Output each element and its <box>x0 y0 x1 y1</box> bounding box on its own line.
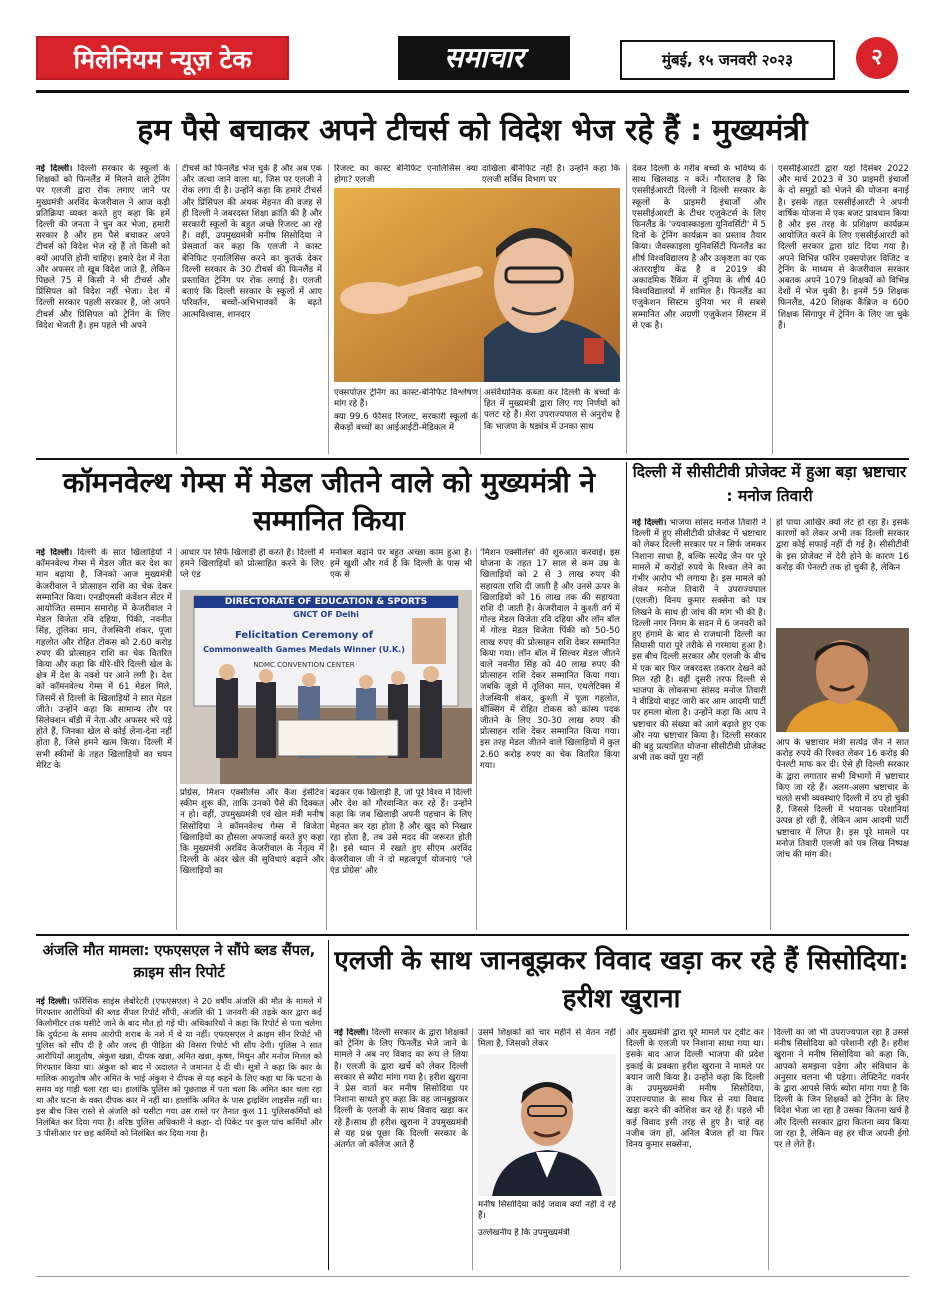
story5-col2-bottom: उल्लेखनीय है कि उपमुख्यमंत्री <box>478 1228 570 1238</box>
column-divider <box>328 164 329 454</box>
column-divider <box>326 788 327 930</box>
story5-dateline: नई दिल्ली। <box>334 1028 369 1038</box>
column-divider <box>770 518 771 930</box>
story4-headline: अंजलि मौत मामला: एफएसएल ने सौंपे ब्लड सैंपल, क्राइम सीन रिपोर्ट <box>42 943 316 981</box>
story2-col1 <box>36 548 172 930</box>
story1-col6: एससीईआरटी द्वारा यहां दिसंबर 2022 और मार्च 2023 में 30 प्राइमरी इंचार्जों के दो समूहों को भेजने की योजना बनाई है। इसके तहत एससीईआरटी ने अपनी वार्षिक योजना में एक बजट प्रावधान किया है और इस तरह के प्रशिक्षण कार्यक्रम आयोजित करने के लिए एससीईआरटी को दिल्ली सरकार द्वारा ग्रांट दिया गया है। अपने विभिन्न फॉरेन एक्सपोज़र विजिट व ट्रेनिंग के माध्यम से केजरीवाल सरकार अबतक अपने 1079 शिक्षकों को विभिन्न देशों में भेज चुकी है। इनमें 59 शिक्षक फिनलैंड, 420 शिक्षक कैंब्रिज व 600 शिक्षक सिंगापुर में ट्रेनिंग के लिए जा चुके हैं। <box>778 164 909 331</box>
kejriwal-photo <box>334 188 620 382</box>
column-divider <box>476 548 477 930</box>
story3-headline: दिल्ली में सीसीटीवी प्रोजेक्ट में हुआ बड़ा भ्रष्टाचार : मनोज तिवारी <box>632 463 907 505</box>
story5-col1-text: दिल्ली सरकार के द्वारा शिक्षकों को ट्रेनिंग के लिए फिनलैंड भेजे जाने के मामले ने अब नए विवाद का रूप ले लिया है। एलजी के द्वारा खर्चे को लेकर दिल्ली सरकार से ब्यौरा मांगा गया है। हरीश खुराना ने प्रेस वार्ता कर मनीष सिसोदिया पर निशाना साधते हुए कहा कि वह जानबूझकर दिल्ली के एलजी के साथ विवाद खड़ा कर रहे हैं।साथ ही हरीश खुराना ने उपमुख्यमंत्री से यह प्रश्न पूछा कि दिल्ली सरकार के अंतर्गत जो कॉलेज आते हैं <box>334 1028 468 1151</box>
column-divider <box>768 1028 769 1270</box>
story4-dateline: नई दिल्ली। <box>36 996 70 1006</box>
banner-sub: GNCT OF Delhi <box>293 610 359 619</box>
story1-col2: टीचर्स को फिनलैंड भेज चुके हैं और अब एक और जत्था जाने वाला था, जिस पर एलजी ने रोक लगा दी है। उन्होंने कहा कि हमारे टीचर्स और प्रिंसिपल की अथक मेहनत की वजह से ही दिल्ली ने जबरदस्त शिक्षा क्रांति की है और सरकारी स्कूलों के बहुत अच्छे रिजल्ट आ रहे हैं। वहीं, उपमुख्यमंत्री मनीष सिसोदिया ने प्रेसवार्ता कर कहा कि एलजी ने कास्ट बेनिफिट एनालिसिस करने का कुतर्क देकर दिल्ली सरकार के 30 टीचर्स की फिनलैंड में प्रस्तावित ट्रेनिंग पर रोक लगाई है। एलजी बताएं कि दिल्ली सरकार के स्कूलों में आए परिवर्तन, बच्चों-अभिभावकों के बढ़ते आत्मविश्वास, शानदार <box>182 164 322 320</box>
harish-khurana-photo <box>478 1054 616 1196</box>
story3-col1 <box>632 518 766 930</box>
story5-col3: और मुख्यमंत्री द्वारा पूरे मामले पर ट्वीट कर दिल्ली के एलजी पर निशाना साधा गया था। इसके बाद आज दिल्ली भाजपा की प्रदेश इकाई के प्रवक्ता हरीश खुराना ने मामले पर बयान जारी किया है। उन्होंने कहा कि दिल्ली के उपमुख्यमंत्री मनीष सिसोदिया, उपराज्यपाल के साथ फिर से नया विवाद खड़ा करने की कोशिश कर रहे हैं। पहले भी कई विवाद इसी तरह से हुए है। चाहे वह नजीब जंग हों, अनिल बैजल हों या फिर विनय कुमार सक्सेना, <box>626 1028 764 1151</box>
story1-headline: हम पैसे बचाकर अपने टीचर्स को विदेश भेज रहे हैं : मुख्यमंत्री <box>137 113 808 148</box>
masthead <box>0 0 945 88</box>
story5-headline: एलजी के साथ जानबूझकर विवाद खड़ा कर रहे हैं सिसोदिया: हरीश खुराना <box>334 946 909 1014</box>
story1-col1-text: दिल्ली सरकार के स्कूलों के शिक्षकों को फिनलैंड में मिलने वाले ट्रेनिंग पर एलजी द्वारा रोक लगाए जाने पर मुख्यमंत्री अरविंद केजरीवाल ने आज कड़ी प्रतिक्रिया व्यक्त करते हुए कहा कि हमें दिल्ली की जनता ने चुन कर भेजा, हमारी सरकार है और हम पैसे बचाकर अपने टीचर्स को विदेश भेज रहे हैं तो किसी को क्यों आपत्ति होनी चाहिए। हमारे देश में नेता और अफसर तो खूब विदेश जाते हैं, लेकिन पिछले 75 में किसी ने भी टीचर्स और प्रिंसिपल को विदेश नहीं भेजा। देश में दिल्ली सरकार पहली सरकार है, जो अपने टीचर्स और प्रिंसिपल को ट्रेनिंग के लिए विदेश भेजती है। हम पहले भी अपने <box>36 164 170 331</box>
story1-col3-top: रिजल्ट का कास्ट बेनिफिट एनालिसिस क्या होगा? एलजी <box>334 164 478 186</box>
story2-col1-text: दिल्ली के सात खिलाड़ियों ने कॉमनवेल्थ गेम्स में मेडल जीत कर देश का मान बढ़ाया है, जिनको आज मुख्यमंत्री केजरीवाल ने प्रोत्साहन राशि का चेक देकर सम्मानित किया। एनडीएमसी कंवेंशन सेंटर में आयोजित सम्मान समारोह में केजरीवाल ने मेडल विजेता रवि दहिया, पिंकी, नवनीत सिंह, तूलिका मान, तेजस्विनी शंकर, पूजा गहलोत और रोहित टोकस को 2.60 करोड़ रुपए की प्रोत्साहन राशि का चेक वितरित किया और कहा कि धीरे-धीरे दिल्ली खेल के क्षेत्र में देश के नक्शे पर आने लगी है। देश को कॉमनवेल्थ गेम्स में 61 मेडल मिले, जिसमें से दिल्ली के खिलाड़ियों ने सात मेडल जीते। उन्होंने कहा कि सामान्य तौर पर सिलेक्शन बॉडी में नेता और अफसर भरे पड़े होते हैं, जिनका खेल से कोई लेना-देना नहीं होता है, जिसे हमने खत्म किया। दिल्ली में सभी स्कीमों के तहत खिलाड़ियों का चयन मेरिट के <box>36 548 172 771</box>
banner-venue: NDMC CONVENTION CENTER <box>253 661 355 669</box>
story5-col4: दिल्ली का जो भी उपराज्यपाल रहा है उससे मनीष सिसोदिया को परेशानी रही है। हरीश खुराना ने मनीष सिसोदिया को कहा कि, आपको समझना पड़ेगा और संविधान के अनुसार चलना भी पड़ेगा। लेफ्टिनेंट गवर्नर के द्वारा आपसे सिर्फ ब्योरा मांगा गया है कि दिल्ली के जिन शिक्षकों को ट्रेनिंग के लिए विदेश भेजा जा रहा है उसका कितना खर्च है और दिल्ली सरकार द्वारा कितना व्यय किया जा रहा है, लेकिन वह हर चीज अपनी ईगो पर ले लेते हैं। <box>774 1028 909 1151</box>
column-divider <box>772 164 773 454</box>
masthead-rule <box>36 90 909 93</box>
felicitation-photo <box>180 590 472 784</box>
story3-col2-top: हो पाया आखिर क्यों लेट हो रहा है। इसके कारणों को लेकर अभी तक दिल्ली सरकार द्वारा कोई सफाई नहीं दी गई है। सीसीटीवी के इस प्रोजेक्ट में देरी होने के कारण 16 करोड़ की पेनल्टी तक हो चुकी है, लेकिन <box>776 518 909 573</box>
banner-event-1: Felicitation Ceremony of <box>234 630 374 641</box>
story2-col3-bottom: बढ़कर एक खिलाड़ी हैं, जो पूरे विश्व में दिल्ली और देश को गौरवान्वित कर रहे हैं। उन्होंने कहा कि जब खिलाड़ी अपनी पहचान के लिए मेहनत कर रहा होता है और खुद को निखार रहा होता है, तब उसे मदद की जरूरत होती है। इसे ध्यान में रखते हुए सीएम अरविंद केजरीवाल जी ने दो महत्वपूर्ण योजनाएं 'प्ले एंड प्रोग्रेस' और <box>330 788 472 877</box>
story3-col2-bottom: आप के भ्रष्टाचार मंत्री सत्येंद्र जैन ने सात करोड़ रुपये की रिश्वत लेकर 16 करोड़ की पेनल्टी माफ कर दी। ऐसे ही दिल्ली सरकार के द्वारा लगातार सभी विभागों में भ्रष्टाचार किए जा रहे हैं। अलग-अलग भ्रष्टाचार के चलते सभी व्यवस्थाएं दिल्ली में ठप हो चुकी हैं, जिससे दिल्ली में भयानक परेशानियां उत्पन्न हो रही हैं, लेकिन आम आदमी पार्टी भ्रष्टाचार में लिप्त है। इस पूरे मामले पर मनोज तिवारी एलजी को पत्र लिख निष्पक्ष जांच की मांग की। <box>776 738 909 861</box>
story5-col2-caption: मनीष सिसोदिया कोई जवाब क्यों नहीं दे रहे हैं। <box>478 1200 616 1222</box>
story2-col2-bottom: प्रोग्रेस, मिशन एक्सीलेंस और कैश इंसेंटिव स्कीम शुरू की, ताकि उनको पैसे की दिक्कत न हो। वहीं, उपमुख्यमंत्री एवं खेल मंत्री मनीष सिसोदिया ने कॉमनवेल्थ गेम्स में विजेता खिलाड़ियों का हौसला अफजाई करते हुए कहा कि मुख्यमंत्री अरविंद केजरीवाल के नेतृत्व में दिल्ली के अंदर खेल की सुविधाएं बढ़ाने और खिलाड़ियों का <box>180 788 324 877</box>
footer-rule <box>36 1276 909 1277</box>
banner-event-2: Commonwealth Games Medals Winner (U.K.) <box>203 645 405 654</box>
column-divider <box>626 462 627 930</box>
column-divider <box>620 1028 621 1270</box>
story1-col1 <box>36 164 170 454</box>
banner-title: DIRECTORATE OF EDUCATION & SPORTS <box>224 597 428 607</box>
story1-col3-bottom: क्या 99.6 फीसद रिजल्ट, सरकारी स्कूलों के सैकड़ों बच्चों का आईआईटी-मेडिकल में <box>334 412 478 434</box>
story1-col3-caption: एक्सपोज़र ट्रेनिंग का कास्ट-बेनिफिट विश्लेषण मांग रहे हैं। <box>334 388 478 410</box>
story3-dateline: नई दिल्ली। <box>632 518 667 528</box>
column-divider <box>480 388 481 454</box>
column-divider <box>328 940 329 1270</box>
story1-col5: देकर दिल्ली के गरीब बच्चों के भविष्य के साथ खिलवाड़ न करें। गौरतलब है कि एससीईआरटी दिल्ली ने दिल्ली सरकार के स्कूलों के प्राइमरी इंचार्जों और एससीईआरटी के टीचर एजुकेटर्स के लिए फिनलैंड के 'ज्यवास्काइला यूनिवर्सिटी' में 5 दिनों के ट्रेनिंग कार्यक्रम का प्रस्ताव तैयार किया। जैवस्काइला यूनिवर्सिटी फिनलैंड का शीर्ष विश्वविद्यालय है और उत्कृष्टता का एक अंतरराष्ट्रीय केंद्र है व 2019 की अकादमिक रैंकिंग में दुनिया के शीर्ष 40 विश्वविद्यालयों में शामिल है। फिनलैंड का एजुकेशन सिस्टम दुनिया भर में सबसे सम्मानित और अग्रणी एजुकेशन सिस्टम में से एक है। <box>632 164 766 331</box>
manoj-tiwari-photo <box>776 628 909 732</box>
story2-col3-top: मनोबल बढ़ाने पर बहुत अच्छा काम हुआ है। हमें खुशी और गर्व है कि दिल्ली के पास भी एक से <box>330 548 472 581</box>
story3-col1-text: भाजपा सांसद मनोज तिवारी ने दिल्ली में हुए सीसीटीवी प्रोजेक्ट में भ्रष्टाचार को लेकर दिल्ली सरकार पर न सिर्फ जमकर निशाना साधा है, बल्कि सत्येंद्र जैन पर पूरे मामले में करोड़ों रुपये के रिश्वत लेने का गंभीर आरोप भी लगाया है। इस मामले को लेकर मनोज तिवारी ने उपराज्यपाल (एलजी) विनय कुमार सक्सेना को पत्र लिखने के साथ ही जांच की मांग भी की है। दिल्ली नगर निगम के सदन में 6 जनवरी को हुए हंगामे के बाद से राजधानी दिल्ली का सियासी पारा पूरे तरीके से गरमाया हुआ है। इस बीच दिल्ली सरकार और एलजी के बीच में एक बार फिर जबरदस्त तकरार देखने को मिल रही है। वहीं दूसरी तरफ दिल्ली से भाजपा के लोकसभा सांसद मनोज तिवारी ने वीडियो बाइट जारी कर आम आदमी पार्टी पर हमला बोला है। उन्होंने कहा कि आप ने भ्रष्टाचार की संख्या को आगे बढ़ाते हुए एक और नया भ्रष्टाचार किया है। दिल्ली सरकार की बहु प्रत्याशित योजना सीसीटीवी प्रोजेक्ट अभी तक क्यों पूरा नहीं <box>632 518 766 764</box>
section-title: समाचार <box>398 36 570 80</box>
paper-name: मिलेनियम न्यूज़ टेक <box>36 36 289 80</box>
story2-headline: कॉमनवेल्थ गेम्स में मेडल जीतने वाले को मुख्यमंत्री ने सम्मानित किया <box>62 466 596 537</box>
story5-col2-top: उसमें शिक्षकों को चार महीने से वेतन नहीं मिला है, जिसको लेकर <box>478 1028 616 1050</box>
page-number: २ <box>856 37 898 79</box>
story1-col4-bottom: असंवैधानिक कब्जा कर दिल्ली के बच्चों के हित में मुख्यमंत्री द्वारा लिए गए निर्णयों को पलट रहे हैं। मेरा उपराज्यपाल से अनुरोध है कि भाजपा के षड्यंत्र में उनका साथ <box>484 388 620 432</box>
story1-col4-top: दाखिला बेनिफिट नहीं है। उन्होंने कहा कि एलजी सर्विस विभाग पर <box>482 164 620 186</box>
column-divider <box>472 1028 473 1270</box>
dateline: मुंबई, १५ जनवरी २०२३ <box>620 40 835 80</box>
story5-col1 <box>334 1028 468 1270</box>
story4-body <box>36 996 322 1270</box>
story4-body-text: फॉरेंसिक साइंस लेबोरेटरी (एफएसएल) ने 20 वर्षीय अंजलि की मौत के मामले में गिरफ्तार आरोपियों की ब्लड सैंपल रिपोर्ट सौंपी, अंजलि की 1 जनवरी की तड़के कार द्वारा कई किलोमीटर तक घसीटे जाने के बाद मौत हो गई थी। अधिकारियों ने कहा कि रिपोर्ट से पता चलेगा कि दुर्घटना के समय आरोपी शराब के नशे में थे या नहीं। एफएसएल ने क्राइम सीन रिपोर्ट भी पुलिस को सौंप दी है और जल्द ही पीड़िता की विसरा रिपोर्ट भी सौंप देगी। पुलिस ने सात आरोपियों आशुतोष, अंकुश खन्ना, दीपक खन्ना, अमित खन्ना, कृष्ण, मिथुन और मनोज मित्तल को गिरफ्तार किया था। अंकुश को बाद में अदालत ने जमानत दे दी थी। सूत्रों ने कहा कि कार के मालिक आशुतोष और अमित के भाई अंकुश ने दीपक से यह कहने के लिए कहा था कि घटना के समय वह गाड़ी चला रहा था। हालांकि पुलिस को पूछताछ में पता चला कि अमित कार चला रहा था और घटना के वक्त दीपक कार में नहीं था। हालांकि अमित के पास ड्राइविंग लाइसेंस नहीं था। इस बीच जिस रास्ते से अंजलि को घसीटा गया उस रास्ते पर तैनात कुल 11 पुलिसकर्मियों को निलंबित कर दिया गया है। वरिष्ठ पुलिस अधिकारी ने कहा- दो पिकेट पर कुल पांच कर्मियों और 3 पीसीआर पर छह कर्मियों को निलंबित कर दिया गया है। <box>36 996 322 1138</box>
column-divider <box>176 548 177 930</box>
story2-dateline: नई दिल्ली। <box>36 548 73 558</box>
column-divider <box>626 164 627 454</box>
column-divider <box>176 164 177 454</box>
section-rule <box>36 934 909 936</box>
story2-col4: 'मिशन एक्सीलेंस' की शुरुआत करवाई। इस योजना के तहत 17 साल से कम उम्र के खिलाड़ियों को 2 से 3 लाख रुपए की सहायता राशि दी जाती है और उनसे ऊपर के खिलाड़ियों को 16 लाख तक की सहायता राशि दी जाती है। केजरीवाल ने कुश्ती वर्ग में गोल्ड मेडल विजेता रवि दहिया और लॉन बॉल में गोल्ड मेडल विजेता पिंकी को 50-50 लाख रुपए की प्रोत्साहन राशि देकर सम्मानित किया गया। लॉन बॉल में सिल्वर मेडल जीतने वाले नवनीत सिंह को 40 लाख रुपए की प्रोत्साहन राशि देकर सम्मानित किया गया। जबकि जूडो में तूलिका मान, एथलेटिक्स में तेजस्विनी शंकर, कुश्ती में पूजा गहलोत, बॉक्सिंग में रोहित टोकस को कांस्य पदक जीतने के लिए 30-30 लाख रुपए की प्रोत्साहन राशि देकर सम्मानित किया गया। इस तरह मेडल जीतने वाले खिलाड़ियों में कुल 2.60 करोड़ रुपए का चेक वितरित किया गया। <box>480 548 620 771</box>
story2-col2-top: आधार पर सिर्फ खिलाड़ी ही करते हैं। दिल्ली में हमने खिलाड़ियों को प्रोत्साहित करने के लिए प्ले एंड <box>180 548 324 581</box>
story1-dateline: नई दिल्ली। <box>36 164 73 174</box>
